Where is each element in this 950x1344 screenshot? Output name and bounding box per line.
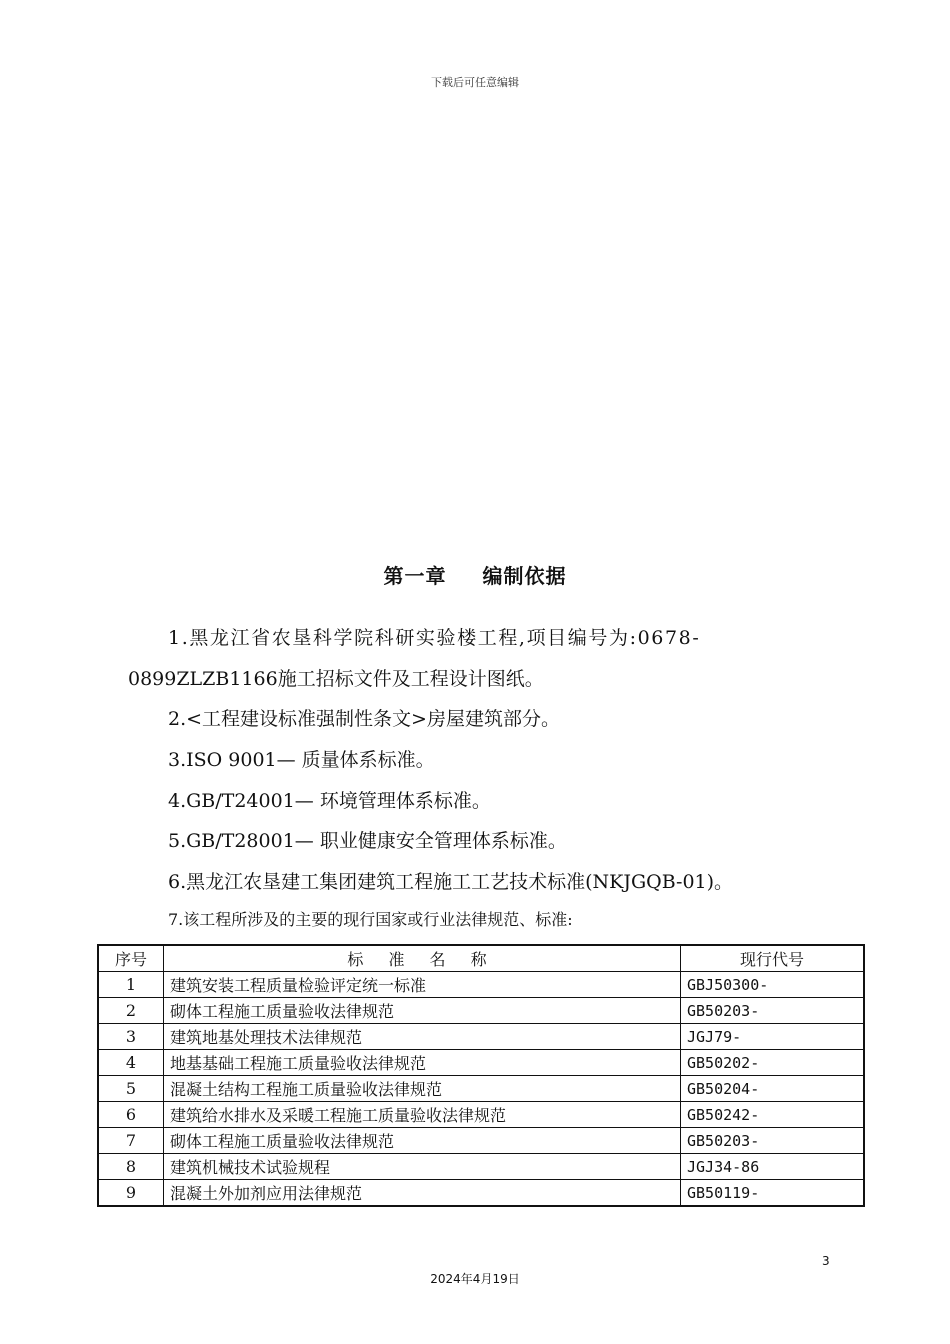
table-row bbox=[98, 1128, 864, 1154]
row-index: 3 bbox=[98, 1024, 164, 1050]
row-standard-name: 建筑地基处理技术法律规范 bbox=[164, 1024, 681, 1050]
table-row bbox=[98, 972, 864, 998]
chapter-heading: 编制依据 bbox=[482, 564, 567, 588]
paragraph-4: 4.GB/T24001— 环境管理体系标准。 bbox=[168, 790, 491, 812]
row-standard-name: 建筑给水排水及采暖工程施工质量验收法律规范 bbox=[164, 1102, 681, 1128]
footer-date: 2024年4月19日 bbox=[430, 1272, 520, 1286]
table-row bbox=[98, 1154, 864, 1180]
row-index: 6 bbox=[98, 1102, 164, 1128]
row-code: GB50119- bbox=[681, 1180, 865, 1207]
row-standard-name: 混凝土结构工程施工质量验收法律规范 bbox=[164, 1076, 681, 1102]
row-standard-name: 建筑机械技术试验规程 bbox=[164, 1154, 681, 1180]
row-standard-name: 地基基础工程施工质量验收法律规范 bbox=[164, 1050, 681, 1076]
row-index: 8 bbox=[98, 1154, 164, 1180]
paragraph-7: 7.该工程所涉及的主要的现行国家或行业法律规范、标准: bbox=[168, 910, 573, 929]
row-index: 1 bbox=[98, 972, 164, 998]
table-row bbox=[98, 998, 864, 1024]
row-index: 4 bbox=[98, 1050, 164, 1076]
row-code: GB50202- bbox=[681, 1050, 865, 1076]
header-index: 序号 bbox=[98, 945, 164, 972]
header-note: 下载后可任意编辑 bbox=[431, 76, 519, 89]
row-standard-name: 砌体工程施工质量验收法律规范 bbox=[164, 1128, 681, 1154]
row-code: JGJ34-86 bbox=[681, 1154, 865, 1180]
paragraph-3: 3.ISO 9001— 质量体系标准。 bbox=[168, 749, 435, 771]
table-row bbox=[98, 1050, 864, 1076]
table-row bbox=[98, 1076, 864, 1102]
row-code: GB50242- bbox=[681, 1102, 865, 1128]
chapter-number: 第一章 bbox=[383, 564, 447, 588]
row-standard-name: 混凝土外加剂应用法律规范 bbox=[164, 1180, 681, 1207]
paragraph-5: 5.GB/T28001— 职业健康安全管理体系标准。 bbox=[168, 830, 567, 852]
table-row bbox=[98, 1180, 864, 1207]
header-code: 现行代号 bbox=[681, 945, 865, 972]
paragraph-6: 6.黑龙江农垦建工集团建筑工程施工工艺技术标准(NKJGQB-01)。 bbox=[168, 871, 734, 893]
standards-table bbox=[97, 944, 865, 1207]
row-index: 5 bbox=[98, 1076, 164, 1102]
row-code: GB50203- bbox=[681, 1128, 865, 1154]
row-standard-name: 砌体工程施工质量验收法律规范 bbox=[164, 998, 681, 1024]
row-code: GB50204- bbox=[681, 1076, 865, 1102]
table-header-row bbox=[98, 945, 864, 972]
paragraph-2: 2.<工程建设标准强制性条文>房屋建筑部分。 bbox=[168, 708, 560, 730]
table-row bbox=[98, 1102, 864, 1128]
table-row bbox=[98, 1024, 864, 1050]
row-code: GB50203- bbox=[681, 998, 865, 1024]
row-code: GBJ50300- bbox=[681, 972, 865, 998]
chapter-title bbox=[0, 560, 950, 589]
row-index: 2 bbox=[98, 998, 164, 1024]
paragraph-1-line-2: 0899ZLZB1166施工招标文件及工程设计图纸。 bbox=[128, 668, 544, 690]
row-standard-name: 建筑安装工程质量检验评定统一标准 bbox=[164, 972, 681, 998]
row-code: JGJ79- bbox=[681, 1024, 865, 1050]
header-standard-name: 标 准 名 称 bbox=[164, 945, 681, 972]
row-index: 9 bbox=[98, 1180, 164, 1207]
row-index: 7 bbox=[98, 1128, 164, 1154]
paragraph-1-line-1: 1.黑龙江省农垦科学院科研实验楼工程,项目编号为:0678- bbox=[168, 627, 701, 649]
page-number: 3 bbox=[822, 1254, 830, 1268]
